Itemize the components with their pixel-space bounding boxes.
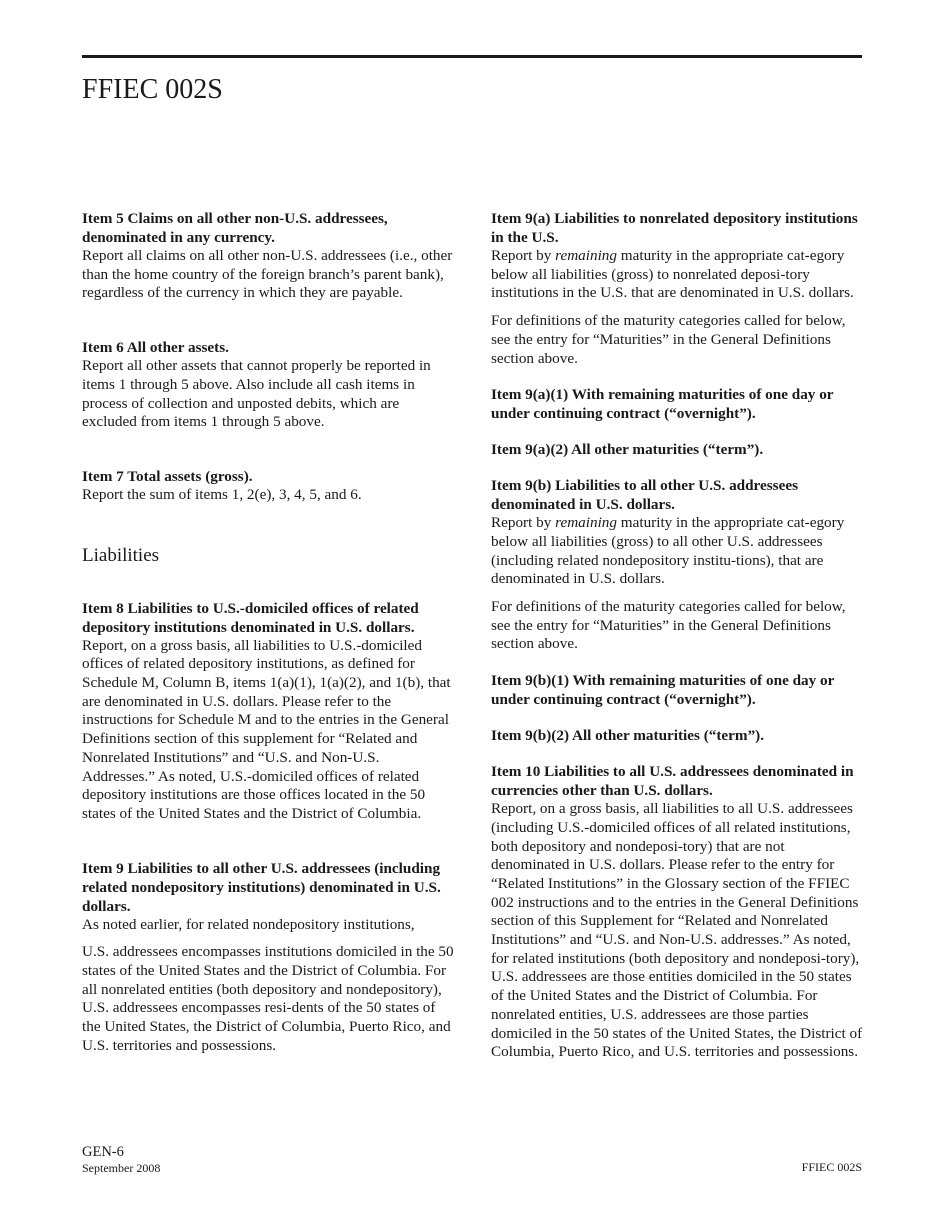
item8-body: Report, on a gross basis, all liabilities to U.S.-domiciled offices of related depository institutions, as defined for Schedule M, Column B, items 1(a)(1), 1(a)(2), and 1(b), that are denominated in U.S. dollars. Please refer to the instructions for Schedule M and to the entries in the General Definitions section of this supplement for “Related and Nonrelated Institutions” and “U.S. and Non-U.S. Addresses.” As noted, U.S.-domiciled offices of related depository institutions are those offices located in the 50 states of the United States and the District of Columbia. (82, 636, 451, 822)
item5-heading: Item 5 Claims on all other non-U.S. addressees, denominated in any currency. (82, 210, 388, 246)
footer-form-name: FFIEC 002S (801, 1160, 862, 1174)
item5-body: Report all claims on all other non-U.S. addressees (i.e., other than the home country of the foreign branch’s parent bank), regardless of the currency in which they are payable. (82, 247, 453, 302)
item6-heading: Item 6 All other assets. (82, 339, 229, 357)
header-rule (82, 55, 862, 58)
footer-left (82, 1144, 160, 1175)
item9a-body-definitions: For definitions of the maturity categories called for below, see the entry for “Maturities” in the General Definitions section above. (491, 312, 846, 367)
item9b-body-definitions: For definitions of the maturity categories called for below, see the entry for “Maturities” in the General Definitions section above. (491, 598, 846, 653)
item6-body: Report all other assets that cannot properly be reported in items 1 through 5 above. Also include all cash items in process of collection and unposted debits, which are excluded from items 1 through 5 above. (82, 357, 431, 431)
item9b-body-post: maturity in the appropriate cat-egory below all liabilities (gross) to all other U.S. addressees (including related nondepository institu-tions), that are denominated in U.S. dollars. (491, 514, 845, 588)
item9b-body-pre: Report by (491, 514, 556, 532)
item9a-body-post: maturity in the appropriate cat-egory below all liabilities (gross) to nonrelated deposi-tory institutions in the U.S. that are denominated in U.S. dollars. (491, 247, 854, 302)
item9a1-heading: Item 9(a)(1) With remaining maturities of one day or under continuing contract (“overnight”). (491, 386, 834, 423)
item10-heading: Item 10 Liabilities to all U.S. addressees denominated in currencies other than U.S. dollars. (491, 763, 854, 800)
item9a-body-emphasis: remaining (555, 247, 617, 264)
footer-date: September 2008 (82, 1161, 161, 1175)
item9a-heading: Item 9(a) Liabilities to nonrelated depository institutions in the U.S. (491, 210, 858, 246)
item9b-body (491, 514, 863, 589)
item10-body: Report, on a gross basis, all liabilities to all U.S. addressees (including U.S.-domiciled offices of all related institutions, both depository and nondeposi-tory) that are not denominated in U.S. dollars. Please refer to the entry for “Related Institutions” in the Glossary section of the FFIEC 002 instructions and to the entries in the General Definitions section of this Supplement for “Related and Nonrelated Institutions” and “U.S. and Non-U.S. addresses.” As noted, for related institutions (both depository and nondeposi-tory), U.S. addressees are those entities domiciled in the 50 states of the United States and the District of Columbia. For nonrelated entities, U.S. addressees are those parties domiciled in the 50 states of the United States, the District of Columbia, Puerto Rico, and U.S. territories and possessions. (491, 800, 863, 1061)
item9b1-heading: Item 9(b)(1) With remaining maturities of one day or under continuing contract (“overnight”). (491, 672, 835, 709)
left-column (82, 209, 454, 1056)
item8-heading: Item 8 Liabilities to U.S.-domiciled offices of related depository institutions denominated in U.S. dollars. (82, 599, 419, 636)
item9a-body (491, 247, 863, 303)
page-title: FFIEC 002S (82, 74, 223, 105)
item9-heading: Item 9 Liabilities to all other U.S. addressees (including related nondepository institutions) denominated in U.S. dollars. (82, 859, 441, 915)
item9-body-intro: As noted earlier, for related nondepository institutions, (82, 915, 415, 933)
right-column (491, 209, 863, 1062)
item9-body: U.S. addressees encompasses institutions domiciled in the 50 states of the United States and the District of Columbia. For all nonrelated entities (both depository and nondepository), U.S. addressees encompasses resi-dents of the 50 states of the United States, the District of Columbia, Puerto Rico, and U.S. territories and possessions. (82, 943, 454, 1054)
item9b2-heading: Item 9(b)(2) All other maturities (“term”). (491, 727, 765, 745)
item9a-body-pre: Report by (491, 247, 556, 264)
footer-page-number: GEN-6 (82, 1144, 124, 1160)
item9b-heading: Item 9(b) Liabilities to all other U.S. addressees denominated in U.S. dollars. (491, 477, 798, 514)
item9a2-heading: Item 9(a)(2) All other maturities (“term”). (491, 441, 764, 459)
liabilities-section-heading: Liabilities (82, 544, 160, 566)
item9b-body-emphasis: remaining (555, 514, 617, 532)
item7-heading: Item 7 Total assets (gross). (82, 467, 253, 485)
item7-body: Report the sum of items 1, 2(e), 3, 4, 5, and 6. (82, 485, 362, 503)
